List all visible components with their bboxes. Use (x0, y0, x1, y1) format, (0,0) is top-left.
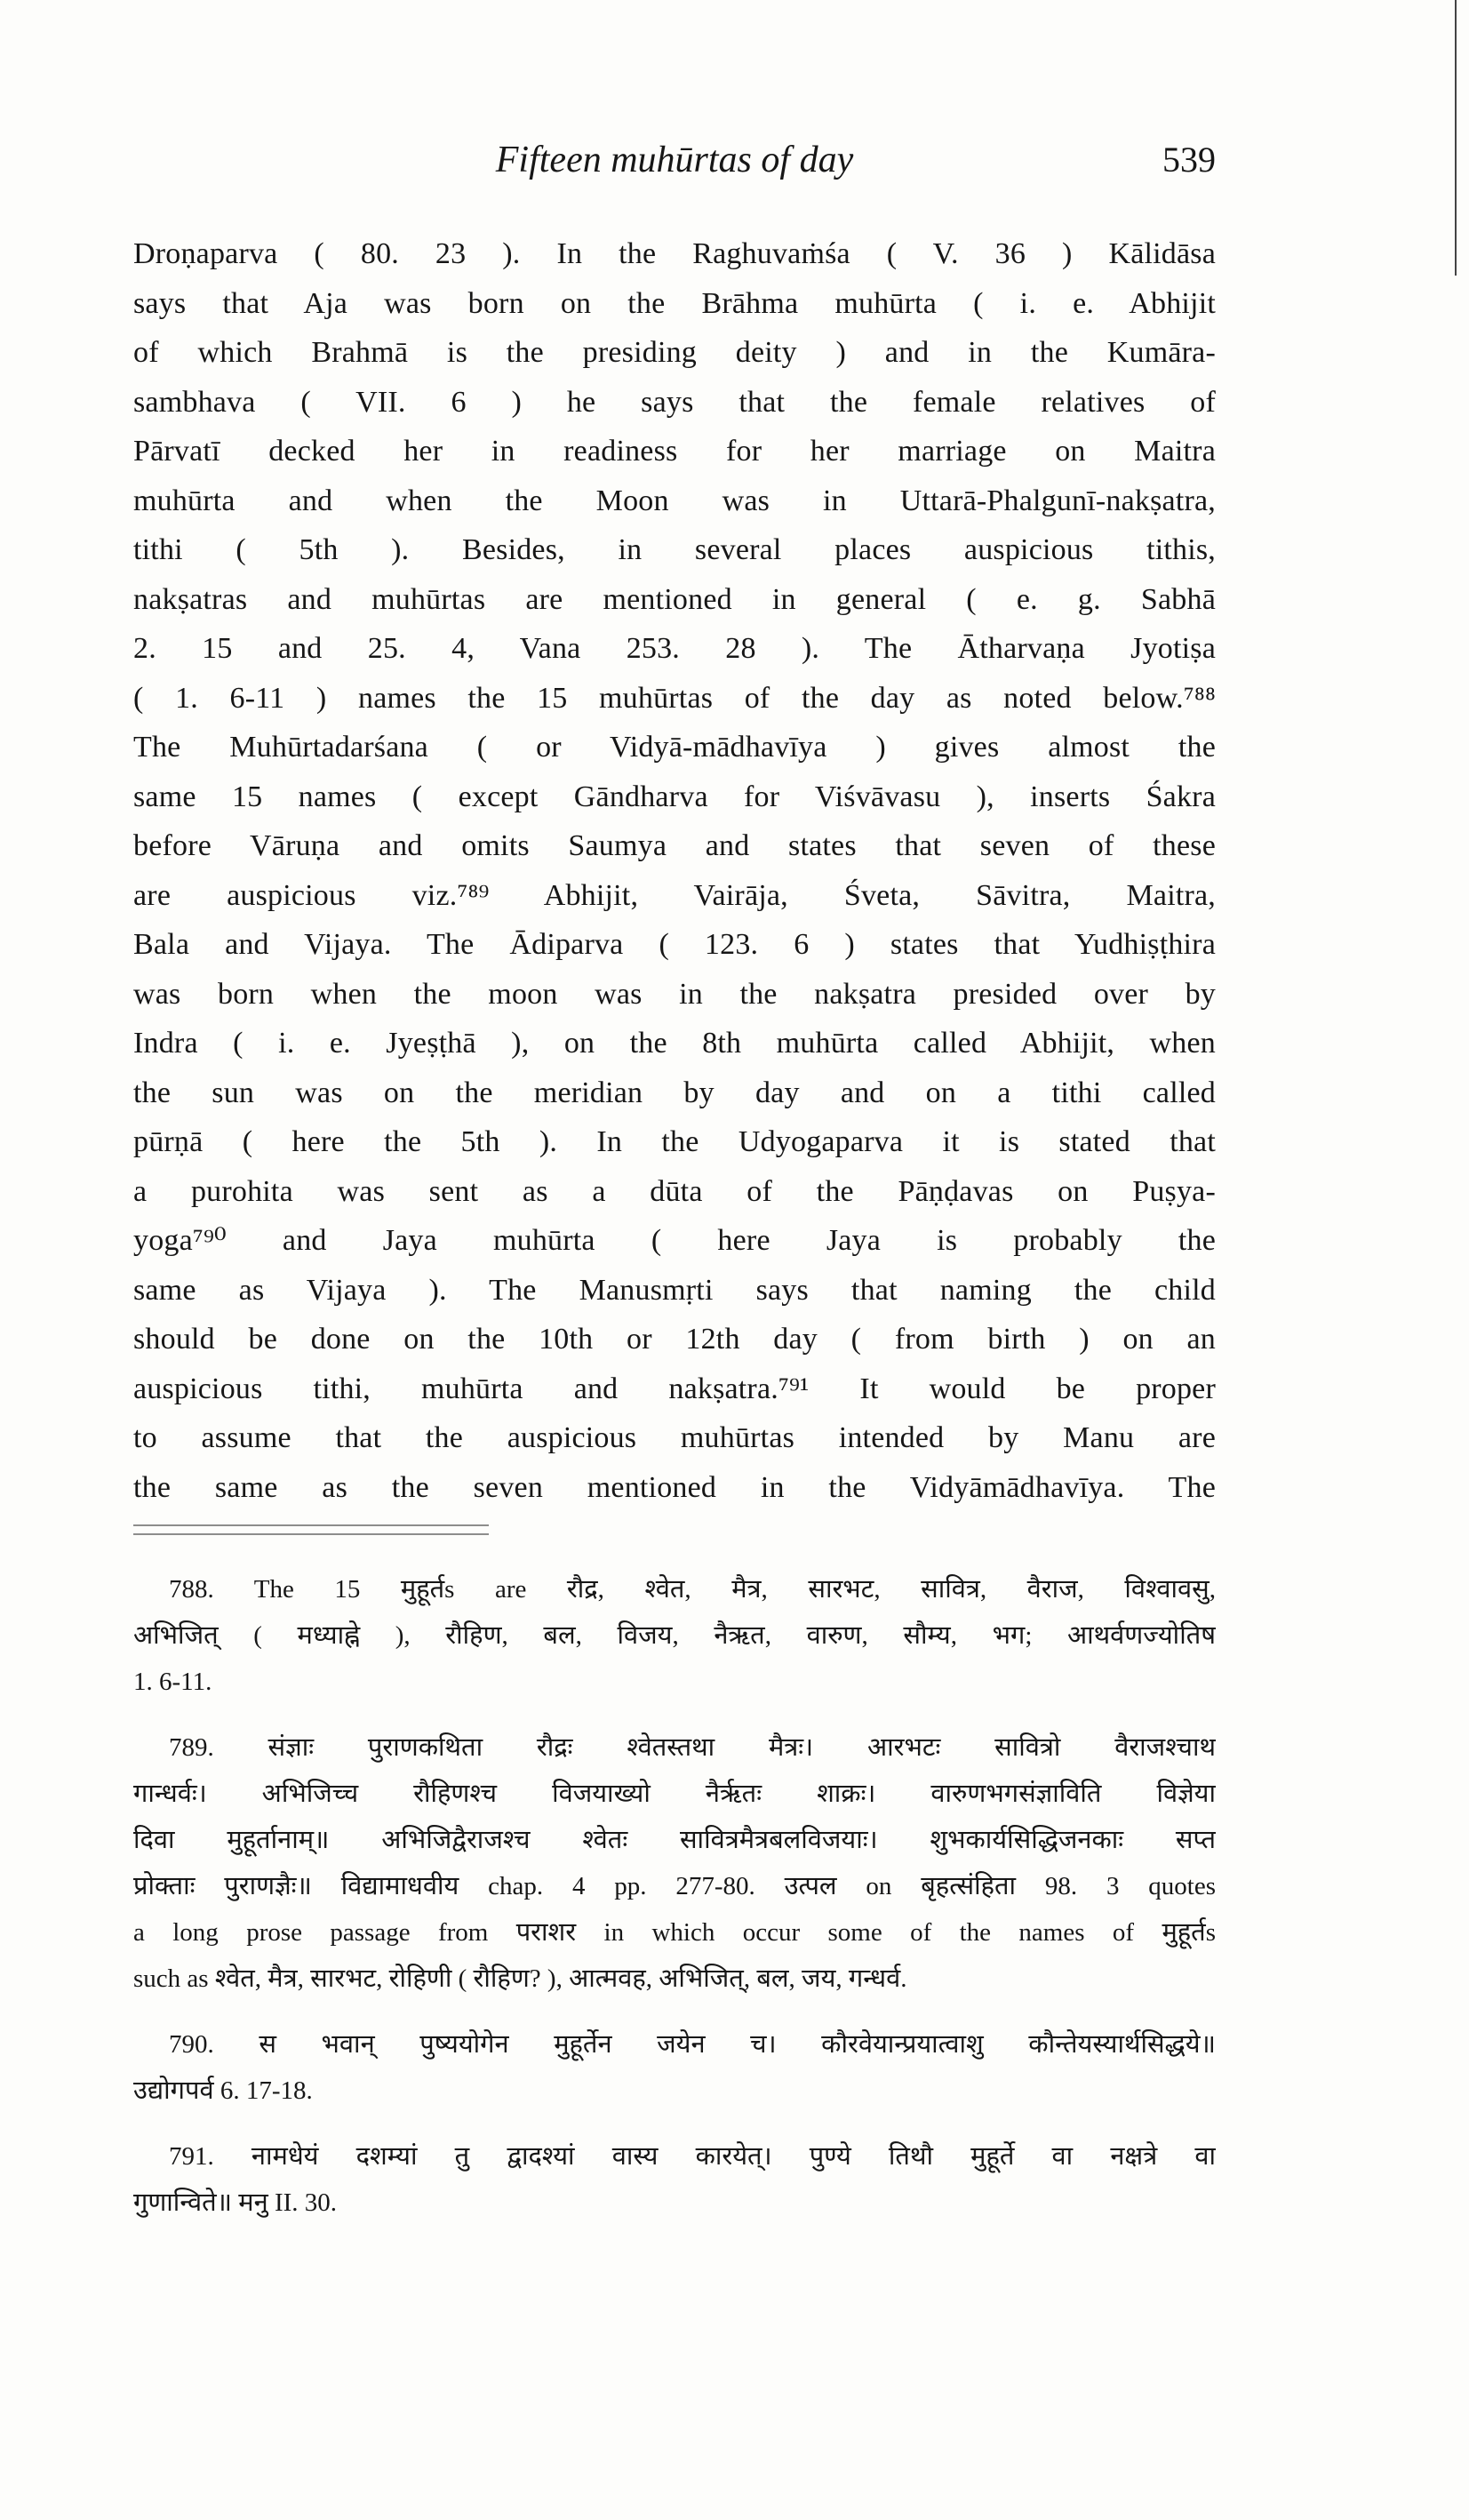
body-line: same as Vijaya ). The Manusmṛti says that naming the child (133, 1273, 1216, 1307)
footnote-line: such as श्वेत, मैत्र, सारभट, रोहिणी ( रौहिण? ), आत्मवह, अभिजित्, बल, जय, गन्धर्व. (133, 1964, 907, 1993)
footnote-line: गुणान्विते॥ मनु II. 30. (133, 2188, 338, 2217)
body-line: yoga⁷⁹⁰ and Jaya muhūrta ( here Jaya is probably the (133, 1224, 1216, 1257)
body-line: Bala and Vijaya. The Ādiparva ( 123. 6 ) states that Yudhiṣṭhira (133, 928, 1216, 961)
body-line: the same as the seven mentioned in the Vidyāmādhavīya. The (133, 1470, 1216, 1504)
footnote-line: 790. स भवान् पुष्ययोगेन मुहूर्तेन जयेन च। कौरवेयान्प्रयात्वाशु कौन्तेयस्यार्थसिद्धये॥ (169, 2030, 1216, 2059)
body-line: same 15 names ( except Gāndharva for Viśvāvasu ), inserts Śakra (133, 780, 1216, 813)
footnote-788 (133, 1566, 1216, 1705)
footnote-789 (133, 1724, 1216, 2002)
body-line: are auspicious viz.⁷⁸⁹ Abhijit, Vairāja, Śveta, Sāvitra, Maitra, (133, 878, 1216, 912)
body-line: was born when the moon was in the nakṣatra presided over by (133, 977, 1216, 1011)
footnote-line: 789. संज्ञाः पुराणकथिता रौद्रः श्वेतस्तथा मैत्रः। आरभटः सावित्रो वैराजश्चाथ (169, 1733, 1216, 1762)
footnote-line: अभिजित् ( मध्याह्ने ), रौहिण, बल, विजय, नैऋत, वारुण, सौम्य, भग; आथर्वणज्योतिष (133, 1621, 1216, 1650)
footnote-rule (133, 1524, 489, 1535)
page-number: 539 (1162, 140, 1216, 180)
body-line: the sun was on the meridian by day and on a tithi called (133, 1076, 1216, 1109)
body-line: Indra ( i. e. Jyeṣṭhā ), on the 8th muhūrta called Abhijit, when (133, 1027, 1216, 1060)
body-line: before Vāruṇa and omits Saumya and states that seven of these (133, 829, 1216, 862)
body-line: to assume that the auspicious muhūrtas intended by Manu are (133, 1421, 1216, 1454)
body-line: a purohita was sent as a dūta of the Pāṇḍavas on Puṣya- (133, 1174, 1216, 1208)
footnote-line: गान्धर्वः। अभिजिच्च रौहिणश्च विजयाख्यो नैर्ऋतः शाक्रः। वारुणभगसंज्ञाविति विज्ञेया (133, 1780, 1216, 1808)
footnote-line: उद्योगपर्व 6. 17-18. (133, 2076, 313, 2105)
footnote-line: a long prose passage from पराशर in which occur some of the names of मुहूर्तs (133, 1918, 1216, 1947)
footnote-line: प्रोक्ताः पुराणज्ञैः॥ विद्यामाधवीय chap. 4 pp. 277-80. उत्पल on बृहत्संहिता 98. 3 quotes (133, 1872, 1216, 1900)
body-line: muhūrta and when the Moon was in Uttarā-Phalgunī-nakṣatra, (133, 484, 1216, 517)
body-paragraph (133, 229, 1216, 1512)
running-title: Fifteen muhūrtas of day (495, 140, 854, 180)
body-line: pūrṇā ( here the 5th ). In the Udyogaparva it is stated that (133, 1125, 1216, 1158)
footnote-line: 1. 6-11. (133, 1668, 212, 1696)
body-line: says that Aja was born on the Brāhma muhūrta ( i. e. Abhijit (133, 286, 1216, 320)
body-line: ( 1. 6-11 ) names the 15 muhūrtas of the day as noted below.⁷⁸⁸ (133, 681, 1216, 715)
footnote-line: दिवा मुहूर्तानाम्॥ अभिजिद्वैराजश्च श्वेतः सावित्रमैत्रबलविजयाः। शुभकार्यसिद्धिजनकाः सप्त (133, 1826, 1216, 1854)
body-line: Droṇaparva ( 80. 23 ). In the Raghuvaṁśa ( V. 36 ) Kālidāsa (133, 237, 1216, 270)
body-line: should be done on the 10th or 12th day ( from birth ) on an (133, 1323, 1216, 1356)
body-line: sambhava ( VII. 6 ) he says that the female relatives of (133, 385, 1216, 419)
running-head (133, 133, 1216, 187)
body-line: of which Brahmā is the presiding deity ) and in the Kumāra- (133, 336, 1216, 369)
footnote-line: 791. नामधेयं दशम्यां तु द्वादश्यां वास्य कारयेत्। पुण्ये तिथौ मुहूर्ते वा नक्षत्रे वा (169, 2142, 1216, 2171)
page-edge-rule (1455, 0, 1457, 276)
footnote-791 (133, 2133, 1216, 2226)
footnote-line: 788. The 15 मुहूर्तs are रौद्र, श्वेत, मैत्र, सारभट, सावित्र, वैराज, विश्वावसु, (169, 1575, 1216, 1604)
body-line: 2. 15 and 25. 4, Vana 253. 28 ). The Ātharvaṇa Jyotiṣa (133, 632, 1216, 665)
body-line: Pārvatī decked her in readiness for her marriage on Maitra (133, 435, 1216, 468)
body-line: tithi ( 5th ). Besides, in several places auspicious tithis, (133, 533, 1216, 566)
body-line: The Muhūrtadarśana ( or Vidyā-mādhavīya ) gives almost the (133, 731, 1216, 764)
footnotes (133, 1566, 1216, 2245)
footnote-790 (133, 2021, 1216, 2114)
body-line: nakṣatras and muhūrtas are mentioned in general ( e. g. Sabhā (133, 582, 1216, 616)
body-line: auspicious tithi, muhūrta and nakṣatra.⁷⁹¹ It would be proper (133, 1372, 1216, 1405)
